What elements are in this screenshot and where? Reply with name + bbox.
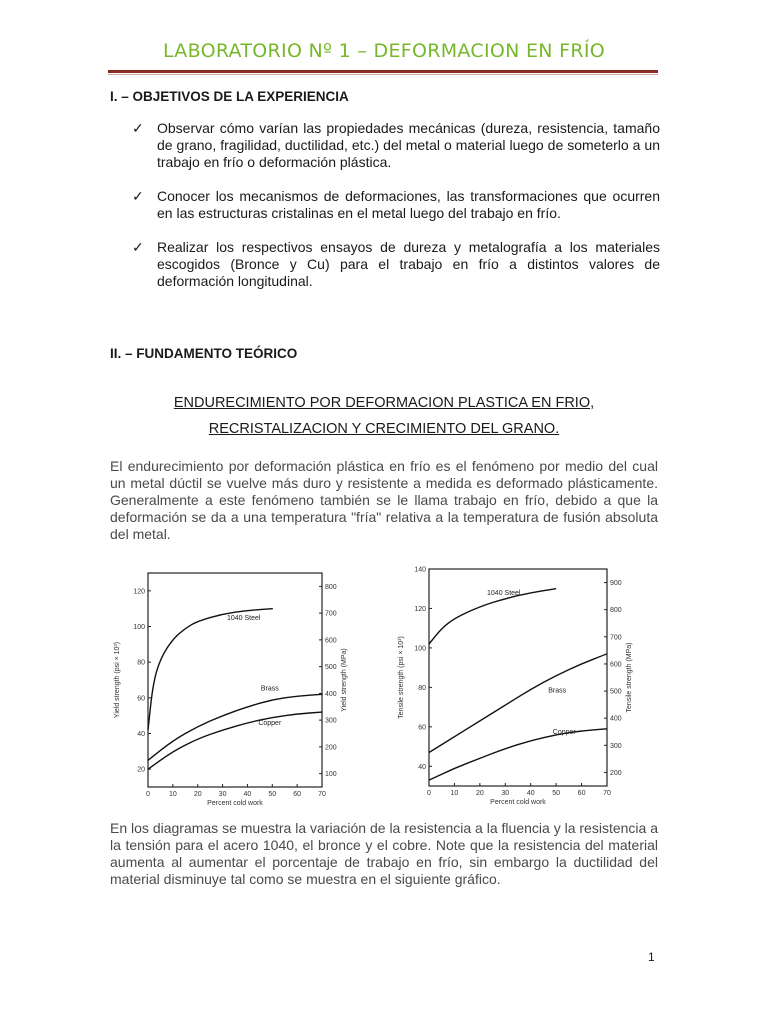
- x-tick-label: 10: [450, 790, 459, 797]
- x-tick-label: 0: [146, 791, 150, 798]
- y-tick-label: 100: [414, 645, 426, 653]
- x-tick-label: 30: [218, 791, 227, 798]
- y-right-tick-label: 700: [610, 634, 622, 642]
- plot-frame: [148, 573, 322, 787]
- x-tick-label: 20: [475, 790, 484, 797]
- y-tick-label: 140: [414, 566, 426, 574]
- y-tick-label: 40: [137, 731, 145, 738]
- x-tick-label: 0: [427, 790, 431, 797]
- y-tick-label: 20: [137, 766, 145, 774]
- x-tick-label: 60: [293, 791, 302, 798]
- checkmark-icon: ✓: [132, 239, 144, 255]
- y-tick-label: 120: [133, 588, 145, 596]
- x-tick-label: 50: [552, 790, 561, 797]
- series-line-brass: [148, 694, 322, 760]
- y-right-tick-label: 100: [325, 771, 337, 779]
- x-tick-label: 40: [243, 791, 252, 798]
- x-tick-label: 70: [603, 790, 611, 797]
- header-rule-thin: [108, 74, 658, 75]
- y-right-tick-label: 600: [610, 661, 622, 669]
- y-tick-label: 120: [414, 605, 426, 613]
- y-tick-label: 80: [137, 659, 145, 667]
- x-axis-label: Percent cold work: [207, 800, 263, 807]
- checkmark-icon: ✓: [132, 188, 144, 204]
- x-axis-label: Percent cold work: [490, 799, 546, 806]
- page-number: 1: [648, 950, 655, 964]
- y-right-tick-label: 400: [325, 690, 337, 698]
- x-tick-label: 70: [318, 791, 326, 798]
- series-line-brass: [429, 654, 607, 753]
- tensile-strength-chart: [394, 555, 644, 805]
- plot-frame: [429, 569, 607, 786]
- theory-paragraph-1: El endurecimiento por deformación plástica en frío es el fenómeno por medio del cual un metal dúctil se vuelve más duro y resistente a medida es deformado plásticamente. Generalmente a este fenómeno también se le llama trabajo en frío, debido a que la deformación se da a una temperatura "fría" relativa a la temperatura de fusión absoluta del metal.: [110, 458, 658, 542]
- y-right-tick-label: 400: [610, 715, 622, 723]
- y-axis-label: Yield strength (psi × 10³): [114, 641, 121, 719]
- y-right-tick-label: 300: [325, 717, 337, 725]
- y-right-tick-label: 800: [325, 583, 337, 591]
- header-rule: [108, 70, 658, 73]
- objective-item: [130, 120, 660, 171]
- theory-title-line2: RECRISTALIZACION Y CRECIMIENTO DEL GRANO.: [208, 421, 560, 437]
- y-right-tick-label: 500: [325, 664, 337, 672]
- x-tick-label: 60: [577, 790, 586, 797]
- x-tick-label: 10: [168, 791, 177, 798]
- y-right-axis-label: Yield strength (MPa): [341, 648, 348, 712]
- objectives-list: [130, 120, 660, 307]
- y-tick-label: 60: [418, 724, 426, 732]
- y-right-tick-label: 900: [610, 580, 622, 588]
- y-tick-label: 60: [137, 695, 145, 703]
- section-heading-theory: II. – FUNDAMENTO TEÓRICO: [110, 346, 298, 361]
- series-label-brass: Brass: [260, 685, 279, 693]
- objective-text: Conocer los mecanismos de deformaciones, las transformaciones que ocurren en las estructuras cristalinas en el metal luego del trabajo en frío.: [157, 188, 660, 221]
- y-right-tick-label: 600: [325, 637, 337, 645]
- objective-item: [130, 239, 660, 290]
- y-right-tick-label: 200: [610, 769, 622, 777]
- y-tick-label: 100: [133, 624, 145, 631]
- y-right-axis-label: Tensile strength (MPa): [626, 642, 633, 713]
- y-right-tick-label: 300: [610, 742, 622, 750]
- theory-title-line1: ENDURECIMIENTO POR DEFORMACION PLASTICA EN FRIO,: [173, 395, 595, 411]
- x-tick-label: 40: [526, 790, 535, 797]
- y-right-tick-label: 200: [325, 744, 337, 752]
- y-right-tick-label: 700: [325, 610, 337, 618]
- y-right-tick-label: 800: [610, 607, 622, 615]
- x-tick-label: 20: [193, 791, 202, 798]
- x-tick-label: 30: [501, 790, 510, 797]
- series-label-copper: Copper: [552, 728, 576, 736]
- checkmark-icon: ✓: [132, 120, 144, 136]
- objective-text: Realizar los respectivos ensayos de dureza y metalografía a los materiales escogidos (Bronce y Cu) para el trabajo en frío a distintos valores de deformación longitudinal.: [157, 239, 660, 289]
- series-line-1040-steel: [148, 609, 272, 730]
- yield-strength-chart: [110, 555, 348, 807]
- y-tick-label: 40: [418, 763, 426, 771]
- series-label-1040-steel: 1040 Steel: [226, 615, 261, 623]
- x-tick-label: 50: [268, 791, 277, 798]
- series-label-1040-steel: 1040 Steel: [487, 590, 521, 598]
- objective-item: [130, 188, 660, 222]
- series-label-copper: Copper: [258, 719, 282, 727]
- section-heading-objectives: I. – OBJETIVOS DE LA EXPERIENCIA: [110, 89, 349, 104]
- y-axis-label: Tensile strength (psi × 10³): [398, 636, 405, 719]
- theory-paragraph-2: En los diagramas se muestra la variación de la resistencia a la fluencia y la resistencia a la tensión para el acero 1040, el bronce y el cobre. Note que la resistencia del material aumenta al aumentar el porcentaje de trabajo en frío, sin embargo la ductilidad del material disminuye tal como se muestra en el siguiente gráfico.: [110, 820, 658, 887]
- objective-text: Observar cómo varían las propiedades mecánicas (dureza, resistencia, tamaño de grano, fragilidad, ductilidad, etc.) del metal o material luego de someterlo a un trabajo en frío o deformación plástica.: [157, 120, 660, 170]
- y-tick-label: 80: [418, 684, 426, 692]
- y-right-tick-label: 500: [610, 688, 622, 696]
- document-header-title: LABORATORIO Nº 1 – DEFORMACION EN FRÍO: [162, 40, 606, 62]
- series-label-brass: Brass: [548, 687, 567, 695]
